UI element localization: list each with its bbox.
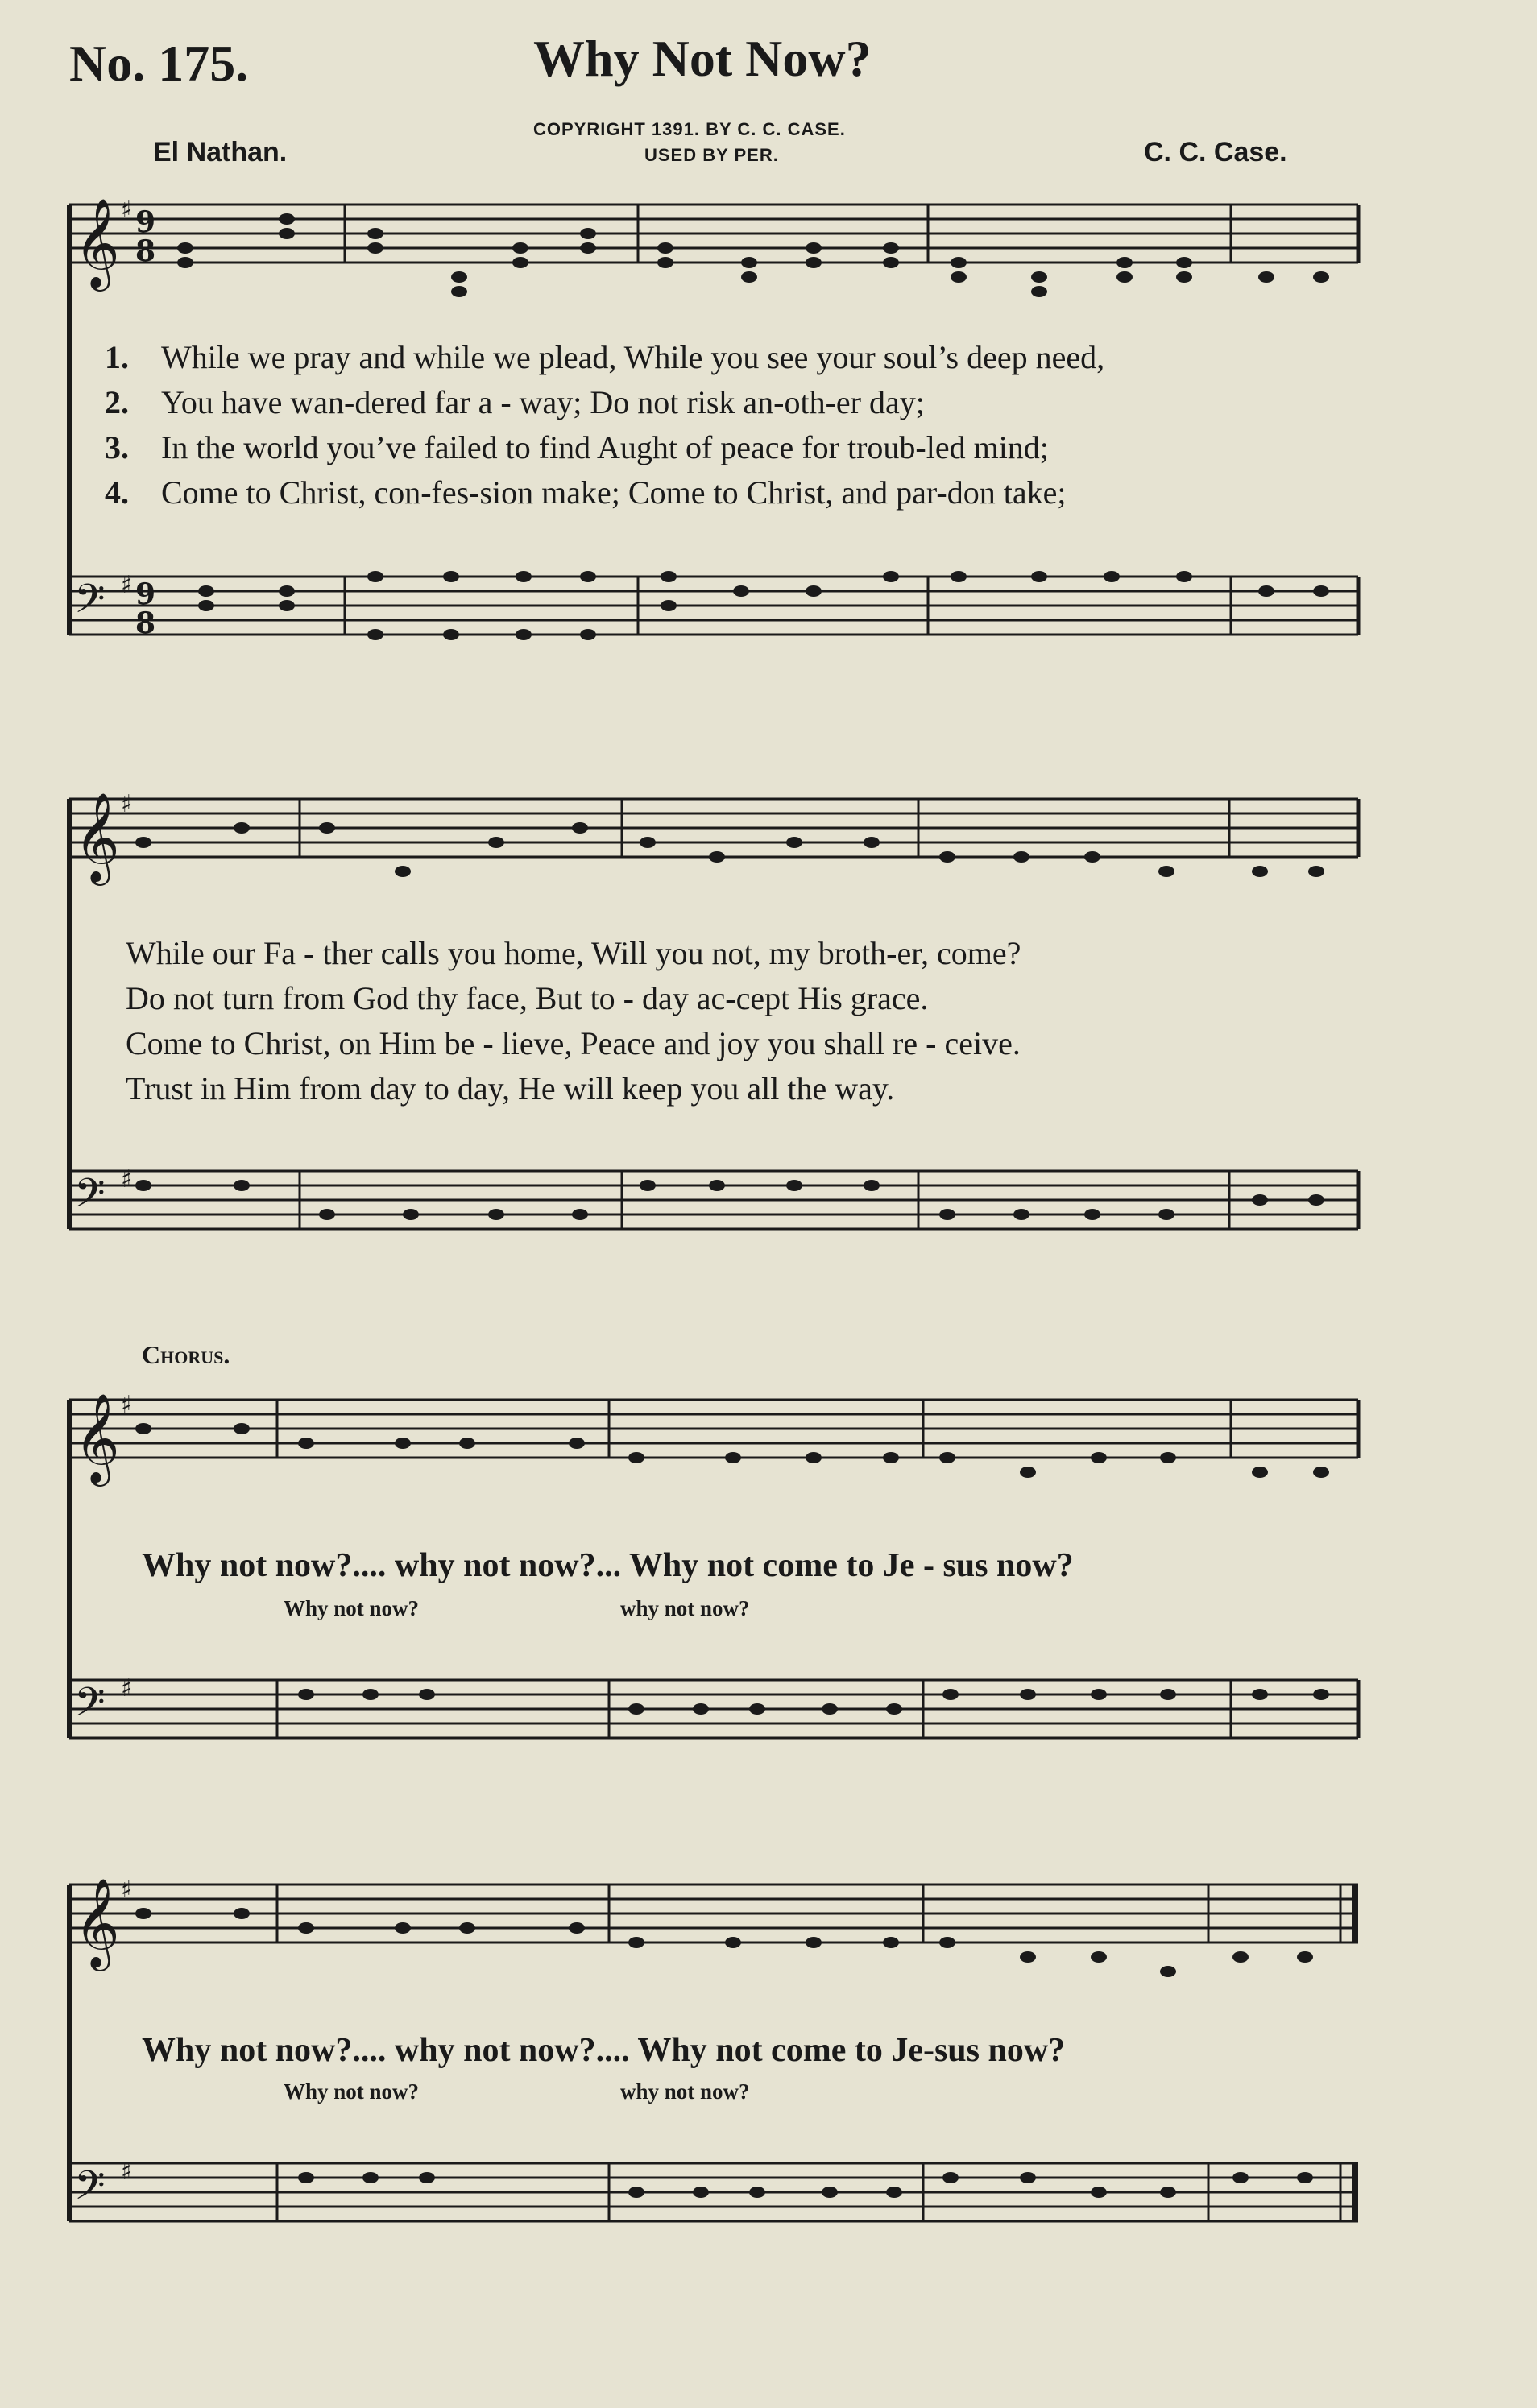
verse-number: 3. <box>105 429 129 465</box>
used-by-permission: USED BY PER. <box>644 145 779 165</box>
verse-line <box>105 428 1049 466</box>
treble-clef-icon: 𝄞 <box>74 792 120 882</box>
verse-text: In the world you’ve failed to find Aught of peace for troub-led mind; <box>161 429 1049 465</box>
bass-clef-icon: 𝄢 <box>74 2162 106 2219</box>
sharp-icon: ♯ <box>121 1674 133 1703</box>
composer: C. C. Case. <box>1144 137 1287 168</box>
system-3-treble-staff <box>69 1400 1358 1458</box>
system-3-bass-staff <box>69 1680 1358 1738</box>
chorus-echo: Why not now? <box>284 2079 420 2104</box>
system-1-bass-staff <box>69 577 1358 635</box>
verse-text: You have wan-dered far a - way; Do not risk an-oth-er day; <box>161 384 925 420</box>
sharp-icon: ♯ <box>121 2158 133 2186</box>
verse-text: While we pray and while we plead, While you see your soul’s deep need, <box>161 339 1105 375</box>
verse-line <box>105 338 1104 376</box>
copyright-notice: COPYRIGHT 1391. BY C. C. CASE. <box>533 119 846 139</box>
time-signature-bottom: 8 <box>135 606 156 640</box>
hymn-number: No. 175. <box>69 35 249 92</box>
bass-clef-icon: 𝄢 <box>74 1679 106 1736</box>
time-signature-bottom: 8 <box>135 234 156 268</box>
treble-clef-icon: 𝄞 <box>74 1877 120 1967</box>
system-2-bass-staff <box>69 1171 1358 1229</box>
verse-line: Do not turn from God thy face, But to - day ac-cept His grace. <box>126 980 929 1016</box>
chorus-echo: why not now? <box>620 1596 750 1620</box>
hymn-title: Why Not Now? <box>533 30 872 87</box>
verse-line <box>105 474 1066 511</box>
verse-number: 1. <box>105 339 129 375</box>
bass-clef-icon: 𝄢 <box>74 576 106 632</box>
verse-number: 4. <box>105 474 129 511</box>
time-signature-top: 9 <box>135 577 156 611</box>
verse-line <box>105 383 925 421</box>
chorus-echo: Why not now? <box>284 1596 420 1620</box>
treble-clef-icon: 𝄞 <box>74 197 120 288</box>
verse-line: While our Fa - ther calls you home, Will you not, my broth-er, come? <box>126 935 1021 971</box>
sharp-icon: ♯ <box>121 571 133 599</box>
lyricist: El Nathan. <box>153 137 288 168</box>
chorus-echo: why not now? <box>620 2079 750 2104</box>
sharp-icon: ♯ <box>121 1165 133 1194</box>
verse-text: Come to Christ, con-fes-sion make; Come to Christ, and par-don take; <box>161 474 1067 511</box>
chorus-line-2: Why not now?.... why not now?.... Why not come to Je-sus now? <box>142 2032 1066 2069</box>
verse-number: 2. <box>105 384 129 420</box>
system-4-treble-staff <box>69 1885 1358 1943</box>
verse-line: Trust in Him from day to day, He will keep you all the way. <box>126 1070 895 1107</box>
sharp-icon: ♯ <box>121 790 133 818</box>
sharp-icon: ♯ <box>121 196 133 224</box>
time-signature-top: 9 <box>135 205 156 239</box>
bass-clef-icon: 𝄢 <box>74 1170 106 1227</box>
verse-line: Come to Christ, on Him be - lieve, Peace and joy you shall re - ceive. <box>126 1025 1021 1061</box>
system-2-treble-staff <box>69 799 1358 857</box>
system-1-treble-staff <box>69 205 1358 263</box>
chorus-line-1: Why not now?.... why not now?... Why not come to Je - sus now? <box>142 1547 1074 1584</box>
sharp-icon: ♯ <box>121 1391 133 1419</box>
sharp-icon: ♯ <box>121 1876 133 1904</box>
chorus-label: Chorus. <box>142 1340 230 1369</box>
treble-clef-icon: 𝄞 <box>74 1392 120 1483</box>
